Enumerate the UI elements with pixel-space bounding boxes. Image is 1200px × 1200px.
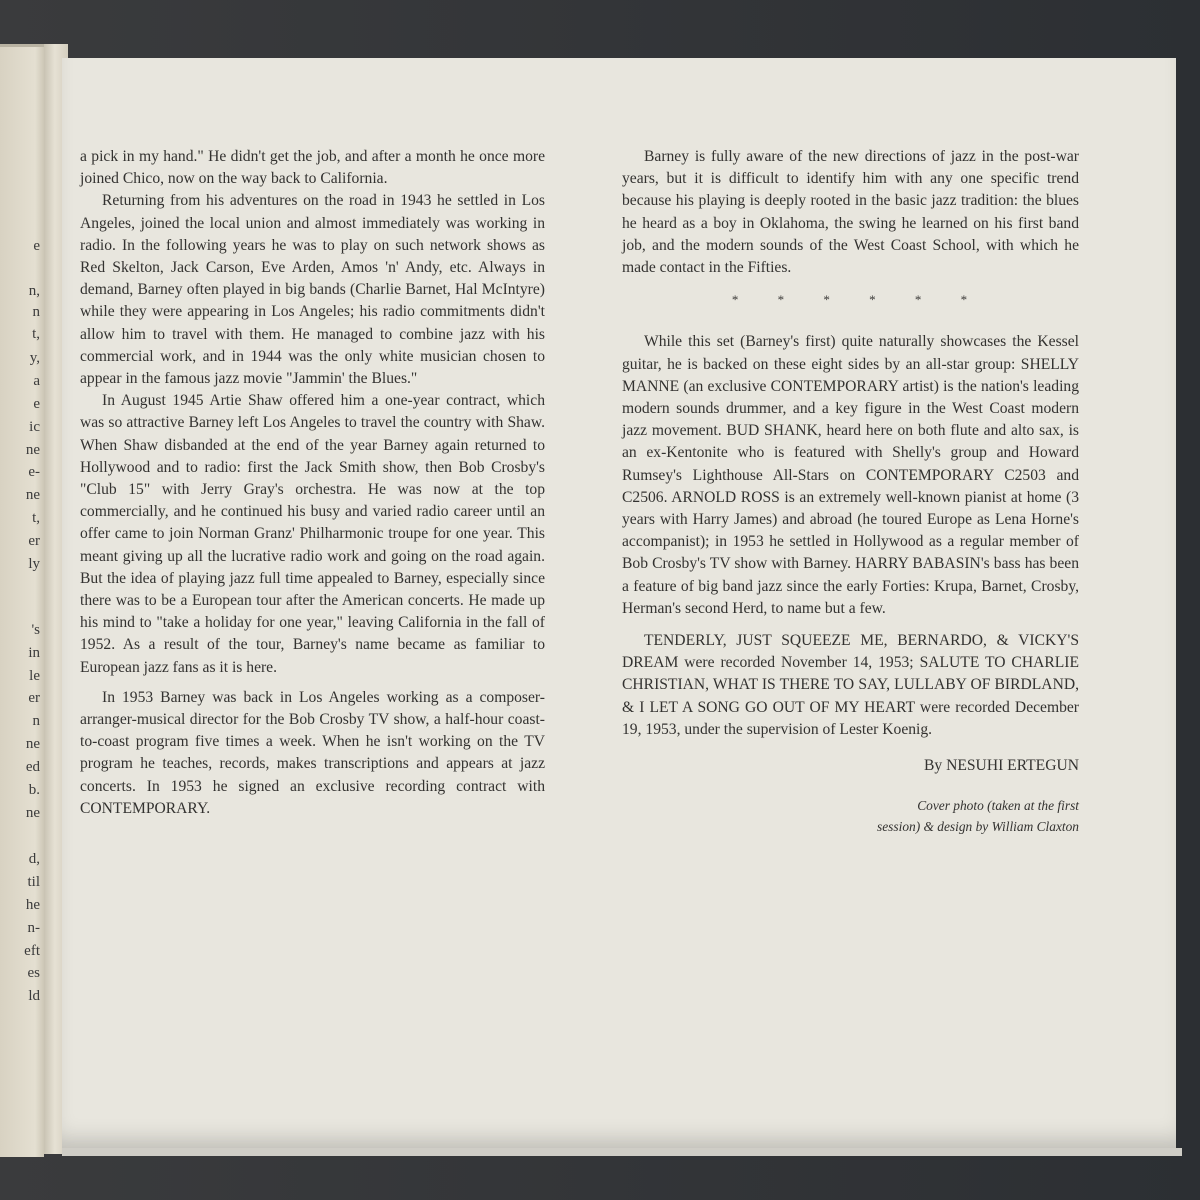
- paragraph: Barney is fully aware of the new directions of jazz in the post-war years, but it is difficult to identify him with any one specific trend because his playing is deeply rooted in the basic jazz tradition: the blues he heard as a boy in Oklahoma, the swing he learned on his first band job, and the modern sounds of the West Coast School, with which he made contact in the Fifties.: [622, 148, 1079, 277]
- left-page-edge: [0, 44, 44, 1157]
- left-page-text-fragment: n: [32, 304, 40, 320]
- left-page-text-fragment: a: [33, 373, 40, 389]
- left-page-text-fragment: le: [29, 668, 40, 684]
- left-page-text-fragment: er: [28, 690, 40, 706]
- left-page-text-fragment: he: [25, 897, 40, 913]
- page-bottom-edge: [62, 1148, 1182, 1156]
- left-text-column: [80, 146, 545, 820]
- left-page-text-fragment: n,: [28, 283, 40, 299]
- left-page-text-fragment: til: [27, 874, 40, 890]
- left-page-text-fragment: ly: [28, 556, 40, 572]
- left-page-text-fragment: e: [33, 238, 40, 254]
- left-page-text-fragment: ne: [25, 442, 40, 458]
- left-page-text-fragment: in: [28, 645, 40, 661]
- left-page-text-fragment: d,: [28, 851, 40, 867]
- left-page-text-fragment: t,: [32, 510, 40, 526]
- paragraph: a pick in my hand." He didn't get the job, and after a month he once more joined Chico, now on the way back to California.: [80, 148, 545, 188]
- left-page-text-fragment: y,: [29, 350, 40, 366]
- left-page-text-fragment: eft: [24, 943, 40, 959]
- left-page-text-fragment: er: [28, 533, 40, 549]
- right-text-column: [622, 146, 1079, 837]
- left-page-text-fragment: ic: [29, 419, 40, 435]
- left-page-text-fragment: t,: [32, 326, 40, 342]
- paragraph: Returning from his adventures on the road in 1943 he settled in Los Angeles, joined the local union and almost immediately was working in radio. In the following years he was to play on such network shows as Red Skelton, Jack Carson, Eve Arden, Amos 'n' Andy, etc. Always in demand, Barney often played in big bands (Charlie Barnet, Hal McIntyre) while they were appearing in Los Angeles; his radio commitments didn't allow him to travel with them. He managed to combine jazz with his commercial work, and in 1944 was the only white musician chosen to appear in the famous jazz movie "Jammin' the Blues.": [80, 192, 545, 388]
- left-page-text-fragment: e-: [28, 464, 40, 480]
- paragraph: In August 1945 Artie Shaw offered him a one-year contract, which was so attractive Barney left Los Angeles to travel the country with Shaw. When Shaw disbanded at the end of the year Barney again returned to Hollywood and to radio: first the Jack Smith show, then Bob Crosby's "Club 15" with Jerry Gray's orchestra. He was now at the top commercially, and he continued his busy and varied radio career until an offer came to join Norman Granz' Philharmonic troupe for one year. This meant giving up all the lucrative radio work and going on the road again. But the idea of playing jazz full time appealed to Barney, especially since there was to be a European tour after the American concerts. He made up his mind to "take a holiday for one year," leaving California in the fall of 1952. As a result of the tour, Barney's name became as familiar to European jazz fans as it is here.: [80, 392, 545, 676]
- left-page-text-fragment: n: [32, 713, 40, 729]
- photo-credit: [622, 795, 1079, 837]
- photo-credit-line: Cover photo (taken at the first: [917, 798, 1079, 814]
- left-page-text-fragment: b.: [28, 782, 40, 798]
- left-page-text-fragment: ed: [25, 759, 40, 775]
- author-byline: By NESUHI ERTEGUN: [924, 757, 1079, 775]
- left-page-text-fragment: ne: [25, 736, 40, 752]
- left-page-text-fragment: ld: [28, 988, 40, 1004]
- section-break: * * * * * *: [731, 292, 970, 308]
- left-page-text-fragment: ne: [25, 487, 40, 503]
- left-page-text-fragment: 's: [31, 622, 40, 638]
- left-page-text-fragment: es: [27, 965, 40, 981]
- photo-credit-line: session) & design by William Claxton: [877, 819, 1079, 835]
- paragraph: While this set (Barney's first) quite naturally showcases the Kessel guitar, he is backed on these eight sides by an all-star group: SHELLY MANNE (an exclusive CONTEMPORARY artist) is the nation's leading modern sounds drummer, and a key figure in the West Coast modern jazz movement. BUD SHANK, heard here on both flute and alto sax, is an ex-Kentonite who is featured with Shelly's group and Howard Rumsey's Lighthouse All-Stars on CONTEMPORARY C2503 and C2506. ARNOLD ROSS is an extremely well-known pianist at home (3 years with Harry James) and abroad (he toured Europe as Lena Horne's accompanist); in 1953 he settled in Hollywood as a regular member of Bob Crosby's TV show with Barney. HARRY BABASIN's bass has been a feature of big band jazz since the early Forties: Krupa, Barnet, Crosby, Herman's second Herd, to name but a few.: [622, 333, 1079, 617]
- paragraph: In 1953 Barney was back in Los Angeles working as a composer-arranger-musical director for the Bob Crosby TV show, a half-hour coast-to-coast program five times a week. When he isn't working on the TV program he teaches, records, makes transcriptions and appears at jazz concerts. In 1953 he signed an exclusive recording contract with CONTEMPORARY.: [80, 688, 545, 817]
- left-page-text-fragment: e: [33, 396, 40, 412]
- left-page-text-fragment: ne: [25, 805, 40, 821]
- left-page-text-fragment: n-: [27, 920, 40, 936]
- paragraph: TENDERLY, JUST SQUEEZE ME, BERNARDO, & VICKY'S DREAM were recorded November 14, 1953; SALUTE TO CHARLIE CHRISTIAN, WHAT IS THERE TO SAY, LULLABY OF BIRDLAND, & I LET A SONG GO OUT OF MY HEART were recorded December 19, 1953, under the supervision of Lester Koenig.: [622, 632, 1079, 738]
